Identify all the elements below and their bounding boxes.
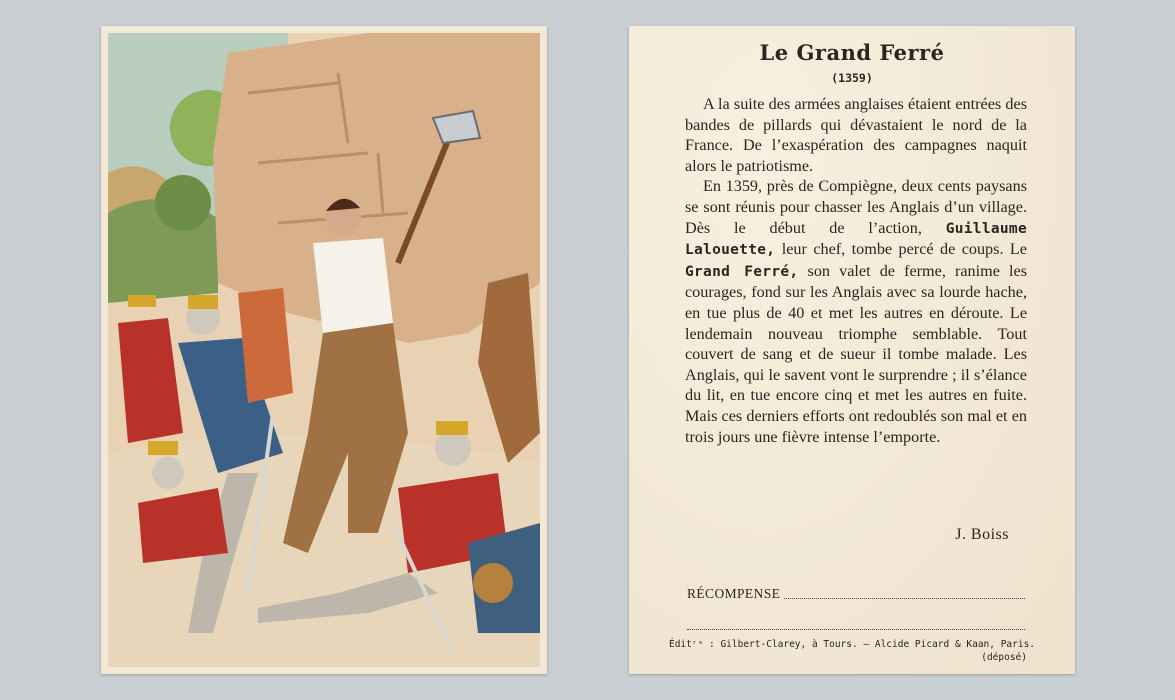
battle-illustration (108, 33, 540, 667)
name-guillaume-lalouette: Guillaume Lalouette, (685, 220, 1027, 259)
story-text (685, 94, 1027, 447)
card-year: (1359) (831, 71, 873, 85)
publisher-footer (659, 638, 1045, 664)
paragraph-1: A la suite des armées anglaises étaient entrées des bandes de pillards qui dévastaient le nord de la France. De l’exaspération des campagnes naquit alors le patriotisme. (685, 95, 1027, 175)
name-grand-ferre: Grand Ferré, (685, 263, 799, 280)
reward-dotted-line (784, 597, 1025, 599)
reward-line (687, 586, 1025, 602)
publisher-line: Éditʳˢ : Gilbert-Clarey, à Tours. — Alcide Picard & Kaan, Paris. (668, 639, 1036, 650)
registered-note: (déposé) (981, 652, 1027, 663)
author-signature: J. Boiss (955, 526, 1009, 543)
paragraph-2-part-b: leur chef, tombe percé de coups. Le (775, 240, 1027, 259)
dotted-divider (687, 629, 1025, 630)
text-card (629, 26, 1075, 674)
reward-label: RÉCOMPENSE (687, 586, 781, 601)
card-title: Le Grand Ferré (759, 40, 945, 65)
illustration-card (101, 26, 547, 674)
paragraph-2 (685, 176, 1027, 447)
paragraph-2-part-a: En 1359, près de Compiègne, deux cents paysans se sont réunis pour chasser les Anglais d’un village. Dès le début de l’action, (685, 177, 1027, 237)
paragraph-2-part-c: son valet de ferme, ranime les courages, fond sur les Anglais avec sa lourde hache, en tue plus de 40 et met les autres en déroute. Le lendemain nouveau triomphe semblable. Tout couvert de sang et de sueur il tombe malade. Les Anglais, qui le savent vont le surprendre ; il s’élance du lit, en tue encore cinq et met les autres en fuite. Mais ces derniers efforts ont redoublés son mal et en trois jours une fièvre intense l’emporte. (685, 261, 1028, 446)
